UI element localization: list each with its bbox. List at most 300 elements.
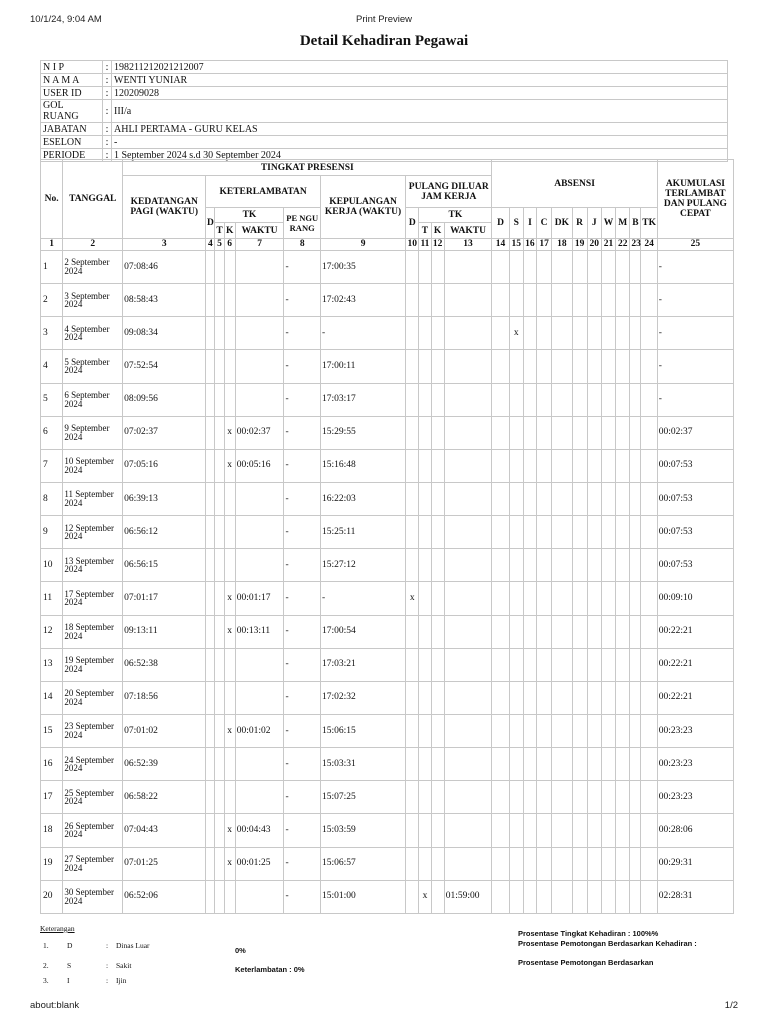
row-departure: 17:00:54: [320, 615, 405, 648]
row-abs-cell: [641, 748, 657, 781]
note-item: [40, 941, 240, 951]
row-early-k: [431, 383, 444, 416]
header-abs-m: M: [616, 208, 630, 239]
row-abs-cell: [601, 748, 615, 781]
note-description: Sakit: [116, 961, 132, 970]
row-abs-cell: [601, 681, 615, 714]
row-early-t: x: [419, 880, 431, 913]
row-abs-cell: [601, 648, 615, 681]
row-departure: 17:03:17: [320, 383, 405, 416]
row-abs-cell: [552, 714, 572, 747]
row-abs-cell: [552, 383, 572, 416]
row-abs-cell: [641, 251, 657, 284]
row-abs-d: [492, 317, 509, 350]
row-arrival: 09:13:11: [123, 615, 206, 648]
column-number: 11: [420, 239, 430, 249]
row-abs-cell: [601, 416, 615, 449]
row-abs-d: [492, 748, 509, 781]
row-abs-cell: [616, 615, 630, 648]
row-date: 18 September 2024: [63, 615, 123, 648]
row-late-d: [206, 449, 215, 482]
row-number: 15: [41, 714, 63, 747]
row-late-time: [235, 383, 284, 416]
row-early-time: [444, 350, 492, 383]
row-late-time: [235, 781, 284, 814]
row-date: 27 September 2024: [63, 847, 123, 880]
row-early-d: [406, 284, 419, 317]
row-abs-cell: [572, 714, 587, 747]
row-abs-cell: [552, 648, 572, 681]
row-abs-cell: [552, 516, 572, 549]
row-abs-s: [509, 582, 523, 615]
row-number: 5: [41, 383, 63, 416]
row-late-time: [235, 284, 284, 317]
header-abs-tk: TK: [641, 208, 657, 239]
row-abs-s: [509, 615, 523, 648]
row-early-d: [406, 516, 419, 549]
row-late-d: [206, 847, 215, 880]
print-timestamp: 10/1/24, 9:04 AM: [30, 14, 102, 25]
row-pengurang: -: [284, 317, 321, 350]
row-late-d: [206, 781, 215, 814]
row-early-time: [444, 482, 492, 515]
row-pengurang: -: [284, 416, 321, 449]
row-abs-cell: [641, 449, 657, 482]
row-abs-cell: [572, 482, 587, 515]
info-value: 120209028: [112, 87, 728, 100]
row-date: 2 September 2024: [63, 251, 123, 284]
row-abs-cell: [523, 615, 536, 648]
row-abs-cell: [537, 781, 552, 814]
table-row: [41, 648, 734, 681]
row-late-time: [235, 880, 284, 913]
row-late-t: [215, 383, 224, 416]
column-number: 24: [641, 239, 657, 251]
row-date: 6 September 2024: [63, 383, 123, 416]
row-early-d: [406, 251, 419, 284]
row-abs-cell: [616, 681, 630, 714]
row-number: 3: [41, 317, 63, 350]
row-abs-cell: [641, 482, 657, 515]
row-abs-cell: [616, 516, 630, 549]
row-abs-cell: [616, 880, 630, 913]
row-abs-cell: [616, 449, 630, 482]
header-tanggal: TANGGAL: [63, 160, 123, 239]
row-early-t: [419, 482, 431, 515]
row-abs-cell: [552, 449, 572, 482]
table-row: [41, 383, 734, 416]
row-abs-cell: [587, 350, 601, 383]
row-late-time: 00:01:02: [235, 714, 284, 747]
header-late-t: T: [215, 223, 224, 239]
row-late-k: [224, 284, 235, 317]
row-early-k: [431, 781, 444, 814]
row-departure: -: [320, 317, 405, 350]
row-departure: 17:03:21: [320, 648, 405, 681]
row-abs-cell: [601, 350, 615, 383]
row-abs-cell: [552, 350, 572, 383]
row-early-d: [406, 383, 419, 416]
row-abs-cell: [572, 681, 587, 714]
header-early-k: K: [431, 223, 444, 239]
row-abs-cell: [641, 781, 657, 814]
row-abs-cell: [537, 482, 552, 515]
row-early-d: [406, 350, 419, 383]
row-late-d: [206, 482, 215, 515]
row-abs-cell: [537, 748, 552, 781]
row-abs-cell: [552, 880, 572, 913]
row-early-d: [406, 814, 419, 847]
row-akumulasi: 00:29:31: [657, 847, 733, 880]
row-number: 10: [41, 549, 63, 582]
column-number: 22: [616, 239, 630, 251]
row-abs-cell: [523, 383, 536, 416]
row-late-k: [224, 383, 235, 416]
row-abs-cell: [601, 251, 615, 284]
column-number: 23: [631, 239, 641, 249]
row-number: 13: [41, 648, 63, 681]
window-title: Print Preview: [356, 14, 412, 25]
row-late-d: [206, 516, 215, 549]
row-date: 26 September 2024: [63, 814, 123, 847]
row-abs-cell: [601, 549, 615, 582]
row-abs-cell: [601, 781, 615, 814]
row-late-d: [206, 383, 215, 416]
row-pengurang: -: [284, 582, 321, 615]
row-abs-cell: [523, 847, 536, 880]
info-label: ESELON: [41, 136, 103, 149]
row-number: 14: [41, 681, 63, 714]
row-departure: 15:06:57: [320, 847, 405, 880]
row-early-t: [419, 449, 431, 482]
row-abs-cell: [552, 317, 572, 350]
row-abs-cell: [537, 847, 552, 880]
row-abs-cell: [641, 814, 657, 847]
column-number: 6: [224, 239, 235, 251]
row-late-time: [235, 549, 284, 582]
row-early-d: [406, 416, 419, 449]
row-arrival: 06:58:22: [123, 781, 206, 814]
row-abs-cell: [616, 350, 630, 383]
row-abs-cell: [572, 847, 587, 880]
column-number: 18: [552, 239, 572, 251]
row-abs-cell: [523, 681, 536, 714]
row-abs-cell: [616, 284, 630, 317]
row-pengurang: -: [284, 748, 321, 781]
row-number: 20: [41, 880, 63, 913]
row-early-t: [419, 582, 431, 615]
row-early-k: [431, 449, 444, 482]
column-number: 2: [63, 239, 123, 251]
row-akumulasi: 00:23:23: [657, 714, 733, 747]
row-akumulasi: 00:07:53: [657, 549, 733, 582]
table-row: [41, 681, 734, 714]
row-abs-cell: [641, 582, 657, 615]
row-abs-cell: [537, 681, 552, 714]
row-abs-cell: [552, 251, 572, 284]
row-abs-cell: [616, 748, 630, 781]
info-colon: :: [103, 74, 112, 87]
column-number: 25: [657, 239, 733, 251]
row-departure: 17:00:11: [320, 350, 405, 383]
row-abs-cell: [630, 549, 641, 582]
row-late-time: [235, 482, 284, 515]
column-number: 5: [215, 239, 224, 251]
row-abs-cell: [616, 814, 630, 847]
row-abs-d: [492, 251, 509, 284]
row-abs-cell: [537, 814, 552, 847]
row-late-t: [215, 681, 224, 714]
row-departure: 15:06:15: [320, 714, 405, 747]
row-early-d: [406, 781, 419, 814]
table-row: [41, 482, 734, 515]
row-abs-cell: [601, 847, 615, 880]
row-arrival: 06:39:13: [123, 482, 206, 515]
info-label: PERIODE: [41, 149, 103, 162]
row-early-time: [444, 582, 492, 615]
row-abs-cell: [641, 714, 657, 747]
row-abs-cell: [587, 516, 601, 549]
row-abs-s: [509, 814, 523, 847]
row-early-d: [406, 482, 419, 515]
row-abs-cell: [616, 549, 630, 582]
employee-info-table: [40, 60, 728, 162]
column-number: 20: [587, 239, 601, 251]
row-departure: 17:02:32: [320, 681, 405, 714]
row-abs-cell: [641, 615, 657, 648]
row-abs-cell: [616, 251, 630, 284]
table-row: [41, 814, 734, 847]
row-abs-s: x: [509, 317, 523, 350]
row-early-k: [431, 681, 444, 714]
header-abs-s: S: [509, 208, 523, 239]
table-row: [41, 582, 734, 615]
row-late-t: [215, 847, 224, 880]
row-abs-s: [509, 681, 523, 714]
row-akumulasi: 00:23:23: [657, 781, 733, 814]
column-number-row: [41, 239, 734, 251]
row-late-time: [235, 251, 284, 284]
row-abs-cell: [523, 449, 536, 482]
row-late-t: [215, 748, 224, 781]
column-number: 8: [284, 239, 321, 251]
row-abs-s: [509, 251, 523, 284]
row-arrival: 06:56:12: [123, 516, 206, 549]
row-arrival: 07:18:56: [123, 681, 206, 714]
row-abs-cell: [587, 681, 601, 714]
row-late-time: 00:02:37: [235, 416, 284, 449]
row-akumulasi: 00:07:53: [657, 516, 733, 549]
row-abs-d: [492, 582, 509, 615]
row-abs-cell: [616, 317, 630, 350]
row-late-time: [235, 516, 284, 549]
row-abs-s: [509, 416, 523, 449]
row-early-time: [444, 615, 492, 648]
row-abs-cell: [630, 350, 641, 383]
row-abs-cell: [523, 416, 536, 449]
row-early-t: [419, 781, 431, 814]
row-departure: 17:00:35: [320, 251, 405, 284]
mid-percent: 0%: [235, 946, 246, 955]
row-abs-cell: [630, 781, 641, 814]
row-akumulasi: 00:07:53: [657, 449, 733, 482]
row-abs-cell: [587, 317, 601, 350]
row-abs-s: [509, 880, 523, 913]
row-abs-cell: [537, 449, 552, 482]
header-abs-r: R: [572, 208, 587, 239]
header-abs-b: B: [630, 208, 641, 239]
row-abs-cell: [601, 714, 615, 747]
row-date: 24 September 2024: [63, 748, 123, 781]
table-row: [41, 251, 734, 284]
row-date: 23 September 2024: [63, 714, 123, 747]
row-abs-cell: [523, 714, 536, 747]
row-late-time: 00:01:17: [235, 582, 284, 615]
print-preview-footer: [30, 1000, 738, 1014]
note-code: D: [67, 941, 73, 950]
header-early-waktu: WAKTU: [444, 223, 492, 239]
row-late-t: [215, 714, 224, 747]
row-abs-cell: [601, 482, 615, 515]
row-abs-cell: [630, 814, 641, 847]
row-abs-cell: [587, 582, 601, 615]
row-pengurang: -: [284, 449, 321, 482]
row-departure: 15:29:55: [320, 416, 405, 449]
row-abs-cell: [641, 549, 657, 582]
row-early-k: [431, 549, 444, 582]
row-abs-d: [492, 416, 509, 449]
table-row: [41, 880, 734, 913]
note-item: [40, 976, 240, 986]
row-abs-cell: [641, 284, 657, 317]
row-late-time: 00:01:25: [235, 847, 284, 880]
header-early-t: T: [419, 223, 431, 239]
row-akumulasi: -: [657, 251, 733, 284]
info-label: N I P: [41, 61, 103, 74]
header-late-k: K: [224, 223, 235, 239]
row-early-k: [431, 317, 444, 350]
row-number: 4: [41, 350, 63, 383]
row-akumulasi: 00:02:37: [657, 416, 733, 449]
row-late-k: x: [224, 814, 235, 847]
row-abs-cell: [572, 317, 587, 350]
row-abs-cell: [641, 880, 657, 913]
row-late-d: [206, 416, 215, 449]
row-early-time: 01:59:00: [444, 880, 492, 913]
row-abs-cell: [616, 781, 630, 814]
row-abs-d: [492, 516, 509, 549]
row-akumulasi: 00:28:06: [657, 814, 733, 847]
row-late-k: [224, 880, 235, 913]
row-late-t: [215, 449, 224, 482]
row-late-k: x: [224, 449, 235, 482]
row-abs-cell: [552, 482, 572, 515]
row-early-d: [406, 714, 419, 747]
print-preview-header: [30, 14, 738, 28]
row-abs-cell: [537, 416, 552, 449]
row-abs-cell: [630, 681, 641, 714]
table-row: [41, 748, 734, 781]
row-early-d: [406, 615, 419, 648]
row-abs-cell: [616, 847, 630, 880]
row-abs-cell: [601, 383, 615, 416]
row-number: 11: [41, 582, 63, 615]
info-row: [41, 61, 728, 74]
info-row: [41, 100, 728, 123]
info-value: AHLI PERTAMA - GURU KELAS: [112, 123, 728, 136]
info-value: III/a: [112, 100, 728, 123]
row-number: 17: [41, 781, 63, 814]
note-item: [40, 961, 240, 971]
row-early-k: [431, 615, 444, 648]
row-abs-cell: [552, 781, 572, 814]
row-abs-cell: [587, 383, 601, 416]
row-abs-s: [509, 549, 523, 582]
row-abs-cell: [572, 880, 587, 913]
row-early-k: [431, 880, 444, 913]
tingkat-kehadiran-summary: Prosentase Tingkat Kehadiran : 100%%: [518, 929, 659, 938]
note-number: 2.: [43, 961, 49, 970]
row-abs-cell: [601, 317, 615, 350]
row-abs-cell: [523, 482, 536, 515]
table-row: [41, 449, 734, 482]
row-date: 4 September 2024: [63, 317, 123, 350]
row-late-t: [215, 350, 224, 383]
row-late-t: [215, 482, 224, 515]
row-abs-cell: [587, 748, 601, 781]
info-colon: :: [103, 100, 112, 123]
row-date: 11 September 2024: [63, 482, 123, 515]
row-pengurang: -: [284, 284, 321, 317]
header-absensi: ABSENSI: [492, 160, 657, 208]
row-early-d: [406, 648, 419, 681]
row-early-d: [406, 549, 419, 582]
row-abs-cell: [523, 880, 536, 913]
row-abs-cell: [630, 449, 641, 482]
row-abs-cell: [587, 615, 601, 648]
header-early-tk: TK: [419, 208, 492, 223]
row-abs-cell: [523, 648, 536, 681]
table-row: [41, 317, 734, 350]
row-late-d: [206, 251, 215, 284]
row-abs-s: [509, 714, 523, 747]
info-label: GOL RUANG: [41, 100, 103, 123]
row-late-t: [215, 781, 224, 814]
row-late-time: 00:13:11: [235, 615, 284, 648]
table-row: [41, 615, 734, 648]
header-late-tk: TK: [215, 208, 284, 223]
row-abs-d: [492, 449, 509, 482]
row-early-time: [444, 549, 492, 582]
notes-heading: Keterangan: [40, 924, 75, 933]
row-late-time: [235, 681, 284, 714]
row-abs-cell: [537, 615, 552, 648]
info-colon: :: [103, 123, 112, 136]
row-abs-d: [492, 383, 509, 416]
row-abs-cell: [601, 814, 615, 847]
row-early-time: [444, 383, 492, 416]
row-abs-cell: [601, 516, 615, 549]
note-code: I: [67, 976, 70, 985]
row-number: 12: [41, 615, 63, 648]
row-arrival: 06:52:06: [123, 880, 206, 913]
row-early-time: [444, 516, 492, 549]
row-late-d: [206, 648, 215, 681]
row-early-time: [444, 416, 492, 449]
column-number: 15: [509, 239, 523, 251]
row-abs-cell: [523, 251, 536, 284]
row-early-d: [406, 681, 419, 714]
